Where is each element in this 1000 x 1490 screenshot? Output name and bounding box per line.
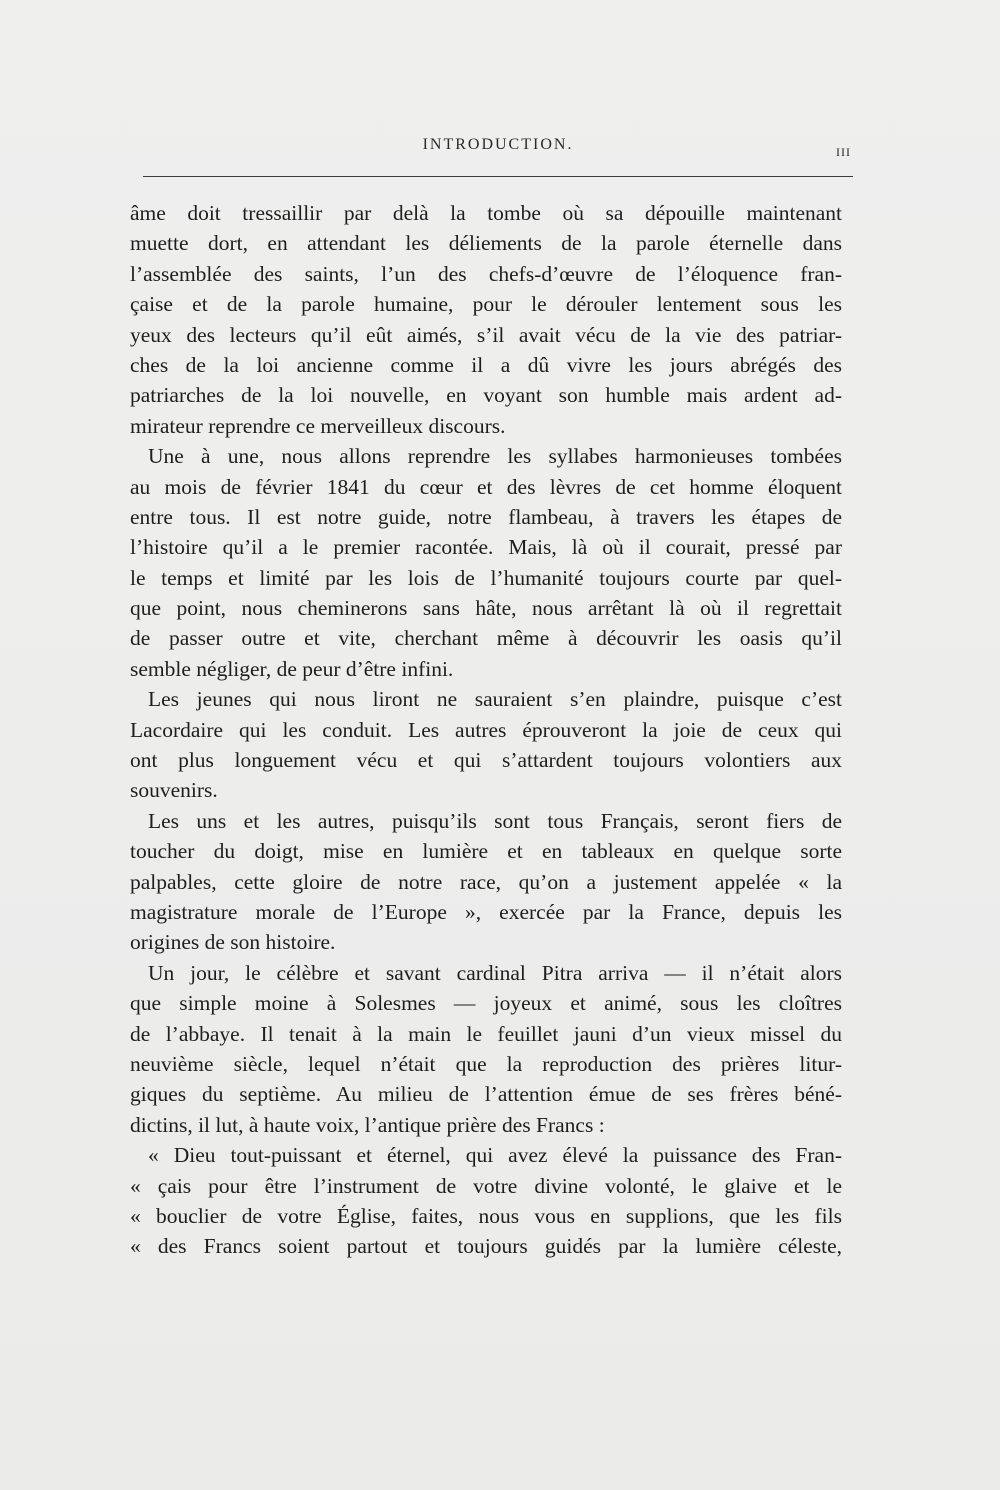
page-number: III — [836, 145, 851, 159]
text-line: origines de son histoire. — [130, 930, 336, 955]
text-line: palpables, cette gloire de notre race, qu’on a justement appelée « la — [130, 869, 842, 894]
text-line: ches de la loi ancienne comme il a dû vivre les jours abrégés des — [130, 352, 842, 377]
running-title: INTRODUCTION. — [422, 136, 574, 153]
text-line: « çais pour être l’instrument de votre divine volonté, le glaive et le — [130, 1173, 842, 1198]
text-line: muette dort, en attendant les déliements de la parole éternelle dans — [130, 231, 842, 256]
text-line: « bouclier de votre Église, faites, nous vous en supplions, que les fils — [130, 1203, 842, 1228]
text-line: que simple moine à Solesmes — joyeux et animé, sous les cloîtres — [130, 991, 842, 1016]
text-line: toucher du doigt, mise en lumière et en tableaux en quelque sorte — [130, 839, 842, 864]
text-line: Une à une, nous allons reprendre les syllabes harmonieuses tombées — [148, 444, 842, 469]
text-line: yeux des lecteurs qu’il eût aimés, s’il avait vécu de la vie des patriar- — [130, 322, 842, 347]
text-line: que point, nous cheminerons sans hâte, nous arrêtant là où il regrettait — [130, 596, 842, 621]
text-line: le temps et limité par les lois de l’humanité toujours courte par quel- — [130, 565, 842, 590]
text-line: Un jour, le célèbre et savant cardinal Pitra arriva — il n’était alors — [148, 960, 842, 985]
text-line: de l’abbaye. Il tenait à la main le feuillet jauni d’un vieux missel du — [130, 1021, 842, 1046]
text-line: entre tous. Il est notre guide, notre flambeau, à travers les étapes de — [130, 504, 842, 529]
text-line: magistrature morale de l’Europe », exercée par la France, depuis les — [130, 899, 842, 924]
text-line: âme doit tressaillir par delà la tombe où sa dépouille maintenant — [130, 201, 842, 225]
text-line: neuvième siècle, lequel n’était que la reproduction des prières litur- — [130, 1051, 842, 1076]
running-head — [143, 128, 853, 168]
text-line: « des Francs soient partout et toujours guidés par la lumière céleste, — [130, 1234, 842, 1259]
text-line: patriarches de la loi nouvelle, en voyant son humble mais ardent ad- — [130, 383, 842, 408]
text-line: ont plus longuement vécu et qui s’attardent toujours volontiers aux — [130, 748, 842, 773]
text-line: l’assemblée des saints, l’un des chefs-d’œuvre de l’éloquence fran- — [130, 261, 842, 286]
body-text — [130, 198, 842, 1262]
text-line: Lacordaire qui les conduit. Les autres éprouveront la joie de ceux qui — [130, 717, 842, 742]
text-line: l’histoire qu’il a le premier racontée. Mais, là où il courait, pressé par — [130, 535, 842, 560]
text-line: de passer outre et vite, cherchant même à découvrir les oasis qu’il — [130, 626, 842, 651]
text-line: Les uns et les autres, puisqu’ils sont tous Français, seront fiers de — [148, 808, 842, 833]
text-line: Les jeunes qui nous liront ne sauraient s’en plaindre, puisque c’est — [148, 687, 842, 712]
header-rule — [143, 176, 853, 177]
text-line: mirateur reprendre ce merveilleux discours. — [130, 413, 506, 438]
text-line: semble négliger, de peur d’être infini. — [130, 656, 454, 681]
text-line: « Dieu tout-puissant et éternel, qui avez élevé la puissance des Fran- — [148, 1143, 842, 1168]
text-line: çaise et de la parole humaine, pour le dérouler lentement sous les — [130, 292, 842, 317]
text-line: au mois de février 1841 du cœur et des lèvres de cet homme éloquent — [130, 474, 842, 499]
text-line: souvenirs. — [130, 778, 218, 803]
text-line: giques du septième. Au milieu de l’attention émue de ses frères béné- — [130, 1082, 842, 1107]
text-line: dictins, il lut, à haute voix, l’antique prière des Francs : — [130, 1112, 605, 1137]
